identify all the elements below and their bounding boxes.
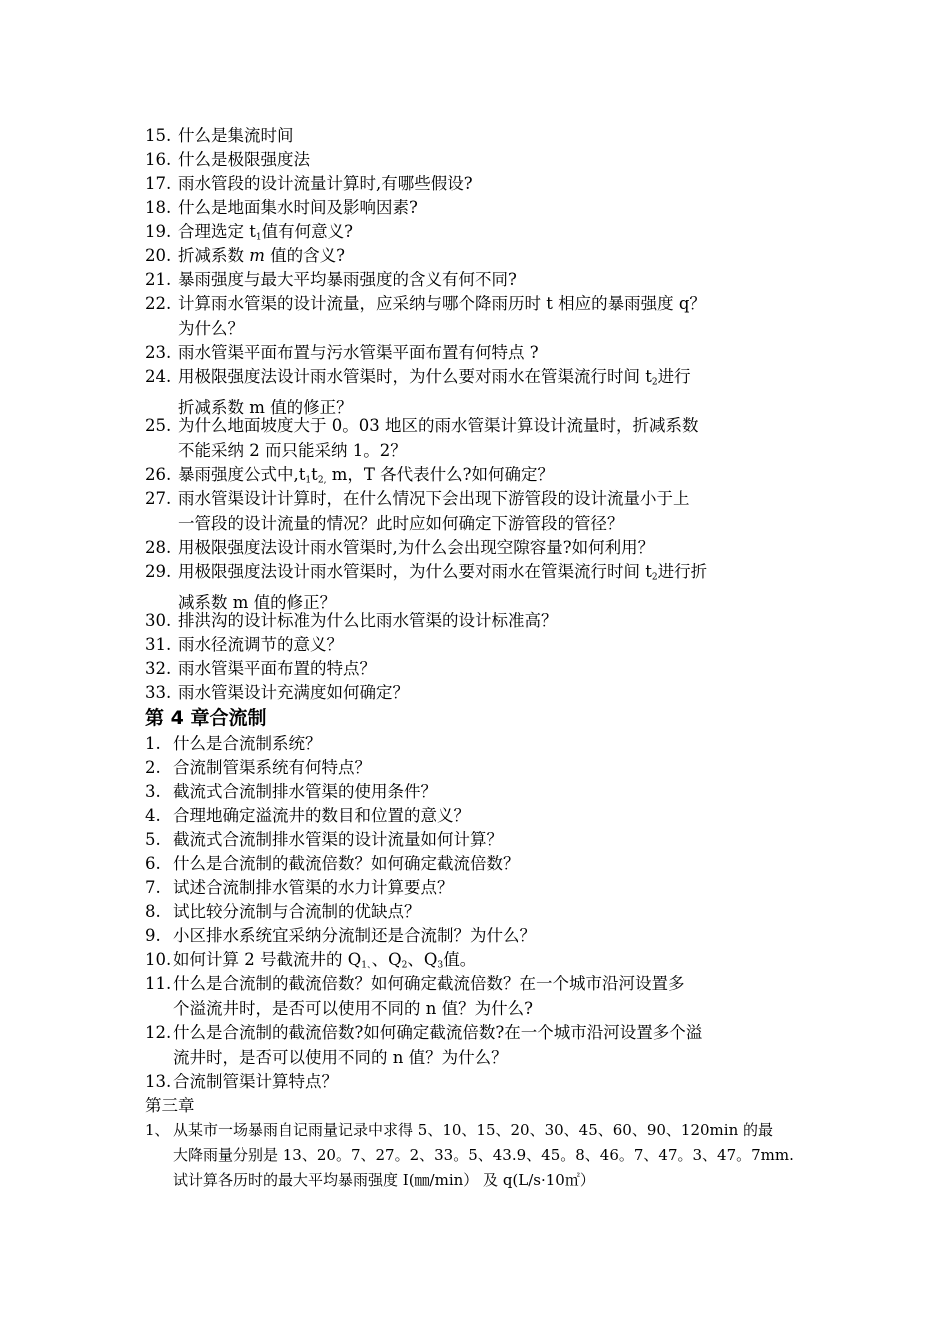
list-item <box>145 341 815 365</box>
subscript: 1、 <box>361 960 372 971</box>
list-item <box>145 172 815 196</box>
item-number: 28. <box>145 538 172 557</box>
text-line: 试计算各历时的最大平均暴雨强度 I(㎜/min） 及 q(L/s·10㎡） <box>173 1171 595 1189</box>
list-item <box>145 244 815 268</box>
text-part: 值的含义? <box>264 246 345 265</box>
list-item <box>145 536 815 560</box>
text-part: 用极限强度法设计雨水管渠时，为什么要对雨水在管渠流行时间 t <box>178 562 652 581</box>
item-text: 截流式合流制排水管渠的设计流量如何计算？ <box>173 830 503 849</box>
text-part: 用极限强度法设计雨水管渠时，为什么要对雨水在管渠流行时间 t <box>178 367 652 386</box>
text-line: 大降雨量分别是 13、20。7、27。2、33。5、43.9、45。8、46。7、47。3、47。7mm. <box>173 1146 794 1164</box>
item-text: 用极限强度法设计雨水管渠时,为什么会出现空隙容量?如何利用？ <box>178 538 655 557</box>
item-number: 27. <box>145 489 172 508</box>
item-text <box>178 414 698 463</box>
item-number: 1. <box>145 734 161 753</box>
document-body <box>145 124 815 1193</box>
item-text: 截流式合流制排水管渠的使用条件？ <box>173 782 437 801</box>
item-number: 2. <box>145 758 161 777</box>
list-item <box>145 924 815 948</box>
item-text: 暴雨强度与最大平均暴雨强度的含义有何不同? <box>178 270 517 289</box>
list-item <box>145 268 815 292</box>
item-text: 合流制管渠计算特点？ <box>173 1072 338 1091</box>
item-number: 19. <box>145 222 172 241</box>
subscript: 3 <box>437 960 444 971</box>
exercise-item <box>145 1118 815 1193</box>
item-number: 23. <box>145 343 172 362</box>
item-text <box>178 365 691 420</box>
list-item <box>145 804 815 828</box>
item-number: 33. <box>145 683 172 702</box>
text-line: 一管段的设计流量的情况？此时应如何确定下游管段的管径？ <box>178 514 624 533</box>
item-number: 4. <box>145 806 161 825</box>
text-line: 什么是合流制的截流倍数?如何确定截流倍数?在一个城市沿河设置多个溢 <box>173 1023 703 1042</box>
list-item <box>145 633 815 657</box>
list-item <box>145 732 815 756</box>
item-number: 9. <box>145 926 161 945</box>
item-text: 雨水径流调节的意义？ <box>178 635 343 654</box>
chapter-label: 第三章 <box>145 1096 195 1115</box>
list-item <box>145 657 815 681</box>
item-text: 小区排水系统宜采纳分流制还是合流制？为什么？ <box>173 926 536 945</box>
item-text <box>173 972 685 1021</box>
item-number: 16. <box>145 150 172 169</box>
chapter-heading: 第 4 章合流制 <box>145 707 267 729</box>
item-text: 什么是极限强度法 <box>178 150 310 169</box>
item-number: 22. <box>145 294 172 313</box>
subscript: 1 <box>255 232 262 243</box>
item-number: 30. <box>145 611 172 630</box>
item-number: 25. <box>145 416 172 435</box>
item-text: 试述合流制排水管渠的水力计算要点？ <box>173 878 454 897</box>
text-line: 流井时，是否可以使用不同的 n 值？为什么？ <box>173 1048 508 1067</box>
item-text: 什么是地面集水时间及影响因素? <box>178 198 418 217</box>
item-number: 17. <box>145 174 172 193</box>
item-text: 什么是合流制系统？ <box>173 734 322 753</box>
item-number: 20. <box>145 246 172 265</box>
list-item <box>145 681 815 705</box>
item-text: 合理地确定溢流井的数目和位置的意义？ <box>173 806 470 825</box>
item-number: 6. <box>145 854 161 873</box>
text-line: 折减系数 m 值的修正？ <box>178 397 353 417</box>
list-item <box>145 220 815 244</box>
item-number: 26. <box>145 465 172 484</box>
text-line: 为什么地面坡度大于 0。03 地区的雨水管渠计算设计流量时，折减系数 <box>178 416 699 435</box>
item-text: 排洪沟的设计标准为什么比雨水管渠的设计标准高？ <box>178 611 558 630</box>
item-number: 18. <box>145 198 172 217</box>
list-item <box>145 487 815 536</box>
item-number: 13. <box>145 1072 172 1091</box>
text-part: t <box>311 465 318 484</box>
item-text: 雨水管段的设计流量计算时,有哪些假设? <box>178 174 473 193</box>
list-item <box>145 196 815 220</box>
text-part: 暴雨强度公式中,t <box>178 465 306 484</box>
item-number: 15. <box>145 126 172 145</box>
list-item <box>145 560 815 612</box>
item-text: 试比较分流制与合流制的优缺点？ <box>173 902 421 921</box>
item-number: 1、 <box>145 1121 170 1139</box>
item-text <box>173 1021 702 1070</box>
list-item <box>145 1070 815 1094</box>
text-part: 合理选定 t <box>178 222 256 241</box>
list-item <box>145 1021 815 1070</box>
list-item <box>145 876 815 900</box>
item-text <box>173 1118 843 1193</box>
list-item <box>145 756 815 780</box>
item-text: 什么是集流时间 <box>178 126 294 145</box>
list-item <box>145 780 815 804</box>
subscript: 2 <box>401 960 408 971</box>
subscript: 2 <box>651 572 658 583</box>
item-number: 11. <box>145 974 172 993</box>
text-line: 减系数 m 值的修正？ <box>178 592 337 612</box>
list-item <box>145 900 815 924</box>
item-text <box>178 560 707 615</box>
item-number: 5. <box>145 830 161 849</box>
text-line: 个溢流井时，是否可以使用不同的 n 值？为什么? <box>173 999 533 1018</box>
item-number: 32. <box>145 659 172 678</box>
item-number: 24. <box>145 367 172 386</box>
item-text <box>178 244 345 268</box>
text-part: 如何计算 2 号截流井的 Q <box>173 950 362 969</box>
list-item <box>145 148 815 172</box>
list-item <box>145 828 815 852</box>
text-line: 不能采纳 2 而只能采纳 1。2？ <box>178 441 407 460</box>
text-part: 折减系数 <box>178 246 250 265</box>
list-item <box>145 463 815 487</box>
item-text: 合流制管渠系统有何特点？ <box>173 758 371 777</box>
italic-symbol: m <box>249 246 265 265</box>
item-number: 8. <box>145 902 161 921</box>
item-number: 10. <box>145 950 172 969</box>
item-number: 12. <box>145 1023 172 1042</box>
text-part: 值有何意义? <box>261 222 354 241</box>
item-number: 7. <box>145 878 161 897</box>
item-text <box>178 292 706 341</box>
item-text: 雨水管渠平面布置与污水管渠平面布置有何特点 ? <box>178 343 539 362</box>
item-number: 29. <box>145 562 172 581</box>
text-line: 为什么？ <box>178 319 244 338</box>
list-item <box>145 365 815 417</box>
text-part: 进行 <box>657 367 691 386</box>
text-line: 计算雨水管渠的设计流量，应采纳与哪个降雨历时 t 相应的暴雨强度 q？ <box>178 294 706 313</box>
question-list-combined-system <box>145 732 815 1094</box>
text-part: 进行折 <box>657 562 708 581</box>
subscript: 2, <box>317 475 327 486</box>
list-item <box>145 948 815 972</box>
text-part: m，T 各代表什么?如何确定？ <box>326 465 554 484</box>
text-part: 值。 <box>443 950 477 969</box>
text-line: 什么是合流制的截流倍数？如何确定截流倍数？在一个城市沿河设置多 <box>173 974 685 993</box>
list-item <box>145 292 815 341</box>
item-number: 31. <box>145 635 172 654</box>
text-line: 雨水管渠设计计算时，在什么情况下会出现下游管段的设计流量小于上 <box>178 489 690 508</box>
item-number: 3. <box>145 782 161 801</box>
question-list-rainwater <box>145 124 815 705</box>
list-item <box>145 124 815 148</box>
list-item <box>145 414 815 463</box>
item-text: 雨水管渠平面布置的特点？ <box>178 659 376 678</box>
subscript: 2 <box>651 377 658 388</box>
text-line: 从某市一场暴雨自记雨量记录中求得 5、10、15、20、30、45、60、90、120min 的最 <box>173 1121 774 1139</box>
subscript: 1 <box>305 475 312 486</box>
list-item <box>145 972 815 1021</box>
text-part: 、Q <box>371 950 402 969</box>
list-item <box>145 609 815 633</box>
item-text: 雨水管渠设计充满度如何确定？ <box>178 683 409 702</box>
text-part: 、Q <box>407 950 438 969</box>
list-item <box>145 852 815 876</box>
item-text <box>178 487 690 536</box>
item-number: 21. <box>145 270 172 289</box>
item-text: 什么是合流制的截流倍数？如何确定截流倍数？ <box>173 854 520 873</box>
